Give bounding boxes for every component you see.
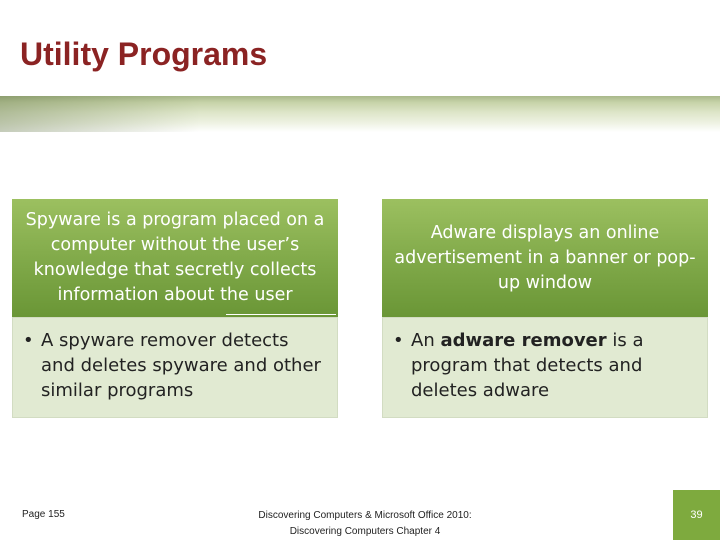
spyware-card-body [12, 317, 338, 418]
page-reference: Page 155 [22, 509, 65, 520]
spyware-body-text: A spyware remover detects and deletes spyware and other similar programs [41, 330, 321, 401]
spyware-header-text: Spyware is a program placed on a computer without the user’s knowledge that secretly collects information about the user [25, 210, 325, 305]
title-divider-shade [0, 96, 200, 132]
slide-number-badge [673, 490, 720, 540]
footer-source [232, 508, 498, 540]
header-divider-line [226, 314, 336, 315]
spyware-card-header [12, 199, 338, 317]
slide-number: 39 [690, 509, 703, 521]
adware-header-text: Adware displays an online advertisement in a banner or pop-up window [394, 222, 696, 293]
bullet-mark: • [23, 330, 34, 351]
adware-body-text-post: is a program that detects and deletes adware [411, 330, 644, 401]
slide-title: Utility Programs [20, 36, 268, 72]
adware-card-header [382, 199, 708, 317]
adware-body-text-bold: adware remover [440, 330, 607, 351]
footer-source-line2: Discovering Computers Chapter 4 [289, 526, 441, 537]
bullet-mark: • [393, 330, 404, 351]
adware-card-body [382, 317, 708, 418]
adware-body-text-pre: An [411, 330, 441, 351]
footer-source-line1: Discovering Computers & Microsoft Office 2010: [258, 510, 472, 521]
